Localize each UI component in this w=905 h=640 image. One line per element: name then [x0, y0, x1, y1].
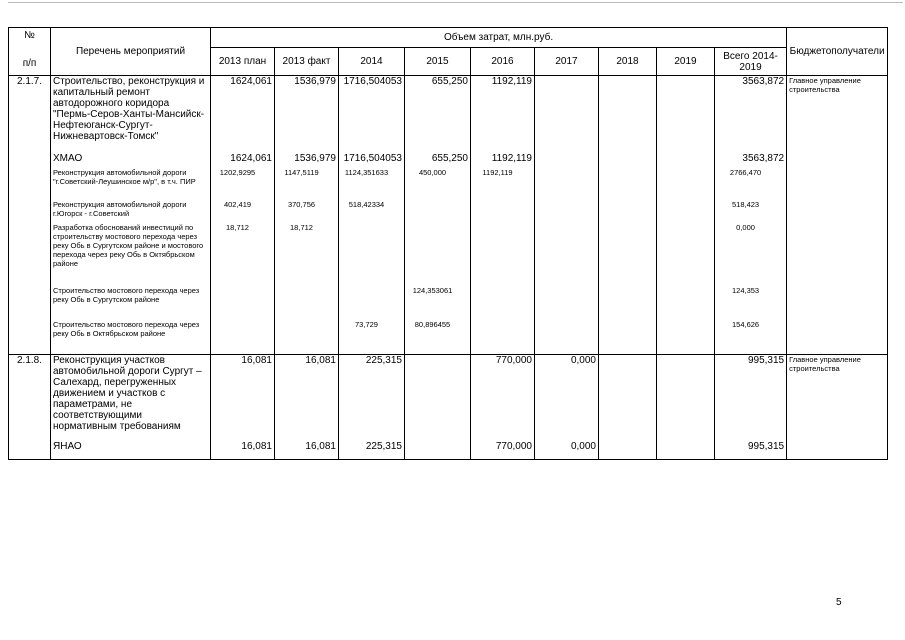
sub-value: 1716,504053	[343, 153, 402, 164]
value-cell	[405, 355, 471, 460]
sub-value: 124,353061	[412, 286, 453, 295]
row-title: Строительство, реконструкция и капитальный ремонт автодорожного коридора "Пермь-Серов-Ханты-Мансийск-Нефтеюганск-Сургут-Нижневартовск-Томск"	[53, 76, 205, 142]
sub-value: 1192,119	[482, 168, 513, 177]
value-cell	[211, 355, 275, 460]
value-cell	[275, 76, 339, 355]
sub-value: 518,42334	[348, 200, 385, 209]
header-no: №	[24, 30, 35, 41]
sub-value: 655,250	[431, 153, 468, 164]
col-2017: 2017	[535, 48, 599, 76]
sub-value: 18,712	[290, 223, 313, 232]
main-value: 16,081	[241, 355, 272, 366]
table-row	[9, 76, 888, 355]
sub-value: 370,756	[287, 200, 316, 209]
sub-value: 154,626	[731, 320, 760, 329]
main-value: 16,081	[305, 355, 336, 366]
sub-value: 1202,9295	[219, 168, 256, 177]
sub-value: 1624,061	[230, 153, 272, 164]
table-row	[9, 355, 888, 460]
main-value: 995,315	[747, 355, 785, 366]
col-2013-fact: 2013 факт	[275, 48, 339, 76]
header-number	[9, 28, 51, 76]
sub-value: 2766,470	[729, 168, 762, 177]
sub-value: 1536,979	[294, 153, 336, 164]
budget-recipient: Главное управление строительства	[787, 355, 888, 460]
budget-recipient: Главное управление строительства	[787, 76, 888, 355]
sub-value: 16,081	[241, 441, 272, 452]
sub-value: 518,423	[731, 200, 760, 209]
value-cell	[339, 76, 405, 355]
col-2016: 2016	[471, 48, 535, 76]
sub-item-label: Строительство мостового перехода через реку Обь в Октябрьском районе	[53, 320, 200, 338]
value-cell	[535, 355, 599, 460]
row-events	[51, 76, 211, 355]
value-cell	[405, 76, 471, 355]
main-value: 1716,504053	[343, 76, 402, 87]
header-pp: п/п	[22, 58, 37, 69]
col-2013-plan: 2013 план	[211, 48, 275, 76]
sub-value: 73,729	[355, 320, 378, 329]
sub-item-label: Разработка обоснований инвестиций по строительству мостового перехода через реку Обь в Сургутском районе и мостового перехода через реку Обь в Октябрьском районе	[53, 223, 204, 268]
main-value: 1624,061	[230, 76, 272, 87]
sub-value: 1147,5119	[284, 168, 319, 177]
main-value: 0,000	[570, 355, 596, 366]
sub-value: 450,000	[418, 168, 447, 177]
col-2019: 2019	[657, 48, 715, 76]
sub-value: 402,419	[223, 200, 252, 209]
main-value: 3563,872	[742, 76, 785, 87]
main-value: 1536,979	[294, 76, 336, 87]
row-code: 2.1.7.	[9, 76, 51, 355]
sub-item-label: Реконструкция автомобильной дороги г.Югорск - г.Советский	[53, 200, 187, 218]
header-budget: Бюджетополучатели	[787, 28, 888, 76]
value-cell	[599, 76, 657, 355]
top-border-line	[8, 2, 903, 3]
sub-value: 16,081	[305, 441, 336, 452]
main-value: 655,250	[431, 76, 468, 87]
col-2018: 2018	[599, 48, 657, 76]
sub-item-label: Строительство мостового перехода через реку Обь в Сургутском районе	[53, 286, 200, 304]
col-2015: 2015	[405, 48, 471, 76]
sub-value: 770,000	[495, 441, 532, 452]
sub-value: 1124,351633	[344, 168, 389, 177]
row-events	[51, 355, 211, 460]
header-events: Перечень мероприятий	[51, 28, 211, 76]
main-value: 770,000	[495, 355, 532, 366]
value-cell	[657, 355, 715, 460]
sub-value: 0,000	[570, 441, 596, 452]
sub-value: 124,353	[731, 286, 760, 295]
value-cell	[657, 76, 715, 355]
main-value: 225,315	[365, 355, 402, 366]
value-cell	[275, 355, 339, 460]
col-2014: 2014	[339, 48, 405, 76]
value-cell	[715, 76, 787, 355]
value-cell	[599, 355, 657, 460]
sub-item-label: ЯНАО	[53, 441, 82, 452]
value-cell	[471, 76, 535, 355]
value-cell	[471, 355, 535, 460]
sub-value: 3563,872	[742, 153, 785, 164]
row-code: 2.1.8.	[9, 355, 51, 460]
sub-value: 995,315	[747, 441, 785, 452]
sub-item-label: Реконструкция автомобильной дороги "г.Советский-Леушинское м/р", в т.ч. ПИР	[53, 168, 196, 186]
value-cell	[211, 76, 275, 355]
row-title: Реконструкция участков автомобильной дороги Сургут – Салехард, перегруженных движением и участков с параметрами, не соответствующими нормативным требованиям	[53, 355, 202, 432]
sub-value: 0,000	[736, 223, 755, 232]
header-cost: Объем затрат, млн.руб.	[211, 28, 787, 48]
value-cell	[339, 355, 405, 460]
sub-value: 80,896455	[414, 320, 451, 329]
value-cell	[715, 355, 787, 460]
sub-value: 225,315	[365, 441, 402, 452]
sub-item-label: ХМАО	[53, 153, 83, 164]
main-value: 1192,119	[491, 76, 532, 87]
col-total: Всего 2014-2019	[715, 48, 787, 76]
sub-value: 1192,119	[491, 153, 532, 164]
cost-table	[8, 27, 888, 460]
page-number: 5	[836, 597, 842, 608]
sub-value: 18,712	[226, 223, 249, 232]
value-cell	[535, 76, 599, 355]
